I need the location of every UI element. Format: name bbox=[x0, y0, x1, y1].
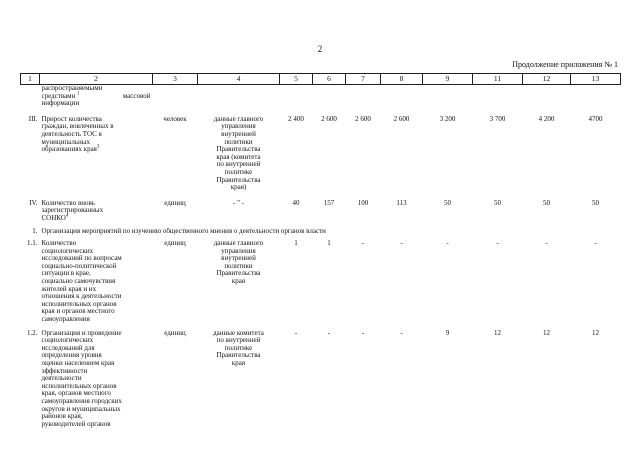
table-row bbox=[21, 240, 621, 324]
row-name bbox=[40, 85, 153, 108]
row-source: данные главного управления внутренней политики Правительства края bbox=[213, 240, 264, 286]
footnote-mark: 3 bbox=[96, 144, 100, 150]
row-index bbox=[21, 85, 40, 108]
value-cell: 4 200 bbox=[538, 115, 555, 123]
value-cell: - bbox=[400, 240, 403, 248]
row-index: 1.2. bbox=[27, 329, 38, 337]
row-index: 1.1. bbox=[27, 240, 38, 248]
value-cell: 3 700 bbox=[489, 115, 506, 123]
row-index: III. bbox=[28, 115, 38, 123]
value-cell: 2 600 bbox=[393, 115, 410, 123]
page-number: 2 bbox=[317, 44, 323, 54]
row-unit: единиц bbox=[164, 240, 186, 248]
value-cell: 12 bbox=[494, 329, 501, 337]
value-cell: - bbox=[361, 329, 365, 337]
value-cell: 113 bbox=[396, 199, 407, 207]
row-name: Количество вновь зарегистрированных СОНКО$^4$ bbox=[41, 199, 104, 222]
name-line: распространяемыми bbox=[41, 84, 103, 92]
value-cell: 50 bbox=[444, 199, 451, 207]
value-cell: 2 400 bbox=[288, 115, 304, 123]
header-col-13: 13 bbox=[571, 74, 621, 85]
value-cell: - bbox=[294, 329, 298, 337]
row-name: Прирост количества граждан, вовлеченных в деятельность ТОС в муниципальных образованиях края$^3$ bbox=[41, 115, 114, 154]
row-source: данные главного управления внутренней политики Правительства края (комитета по внутренней политике Правительства края) bbox=[213, 115, 264, 192]
table-row bbox=[21, 85, 621, 108]
value-cell: 40 bbox=[292, 199, 300, 207]
value-cell: 1 bbox=[327, 240, 331, 248]
value-cell: - bbox=[446, 240, 449, 248]
value-cell: 50 bbox=[543, 199, 550, 207]
row-name: Количество социологических исследований по вопросам социально-политической ситуации в крае, социально самочувствия жителей края и их отношения к деятельности исполнительных органов края и органов местного самоуправления bbox=[41, 240, 122, 324]
section-row bbox=[21, 228, 621, 236]
table-row bbox=[21, 200, 621, 223]
value-cell: - bbox=[327, 329, 331, 337]
value-cell: - bbox=[400, 329, 403, 337]
table-row bbox=[21, 330, 621, 429]
row-unit: единиц bbox=[164, 199, 186, 207]
header-col-9: 9 bbox=[423, 74, 473, 85]
value-cell: - bbox=[545, 240, 548, 248]
header-col-4: 4 bbox=[198, 74, 280, 85]
row-index: IV. bbox=[29, 199, 38, 207]
value-cell: 50 bbox=[494, 199, 501, 207]
value-cell: - bbox=[594, 240, 597, 248]
appendix-note: Продолжение приложения № 1 bbox=[512, 60, 618, 69]
section-title: Организация мероприятий по изучению общественного мнения о деятельности органов власти bbox=[41, 227, 326, 235]
row-source: данные комитета по внутренней политике Правительства края bbox=[213, 329, 264, 367]
header-row bbox=[21, 74, 621, 85]
row-index: 1. bbox=[32, 227, 38, 235]
value-cell: 3 200 bbox=[439, 115, 456, 123]
header-col-6: 6 bbox=[313, 74, 346, 85]
value-cell: 12 bbox=[543, 329, 550, 337]
row-name: Организация и проведение социологических исследований для определения уровня оценки населением края эффективности деятельности исполнительных органов края, органов местного самоуправления городских округов и муниципальных районов края, руководителей органов bbox=[41, 329, 122, 428]
value-cell: 50 bbox=[592, 199, 599, 207]
header-col-12: 12 bbox=[523, 74, 571, 85]
value-cell: - bbox=[361, 240, 365, 248]
header-col-7: 7 bbox=[346, 74, 381, 85]
value-cell: - bbox=[496, 240, 499, 248]
row-unit: человек bbox=[163, 115, 187, 123]
value-cell: 2 600 bbox=[321, 115, 337, 123]
header-col-3: 3 bbox=[153, 74, 198, 85]
name-line: информации bbox=[41, 99, 80, 108]
header-col-8: 8 bbox=[381, 74, 423, 85]
header-col-5: 5 bbox=[280, 74, 313, 85]
value-cell: 157 bbox=[323, 199, 335, 207]
header-col-11: 11 bbox=[473, 74, 523, 85]
name-line: средствами bbox=[41, 91, 76, 100]
table-row bbox=[21, 116, 621, 192]
name-line: массовой bbox=[122, 91, 151, 100]
value-cell: 1 bbox=[294, 240, 298, 248]
value-cell: 2 600 bbox=[355, 115, 371, 123]
value-cell: 12 bbox=[592, 329, 599, 337]
row-unit: единиц bbox=[164, 329, 186, 337]
header-col-1: 1 bbox=[21, 74, 40, 85]
indicators-table bbox=[20, 73, 621, 428]
row-source: - " - bbox=[232, 199, 245, 207]
footnote-mark: 1 bbox=[77, 91, 80, 97]
header-col-2: 2 bbox=[40, 74, 153, 85]
value-cell: 4700 bbox=[588, 115, 603, 123]
footnote-mark: 4 bbox=[65, 213, 69, 219]
value-cell: 100 bbox=[357, 199, 369, 207]
value-cell: 9 bbox=[445, 329, 450, 337]
